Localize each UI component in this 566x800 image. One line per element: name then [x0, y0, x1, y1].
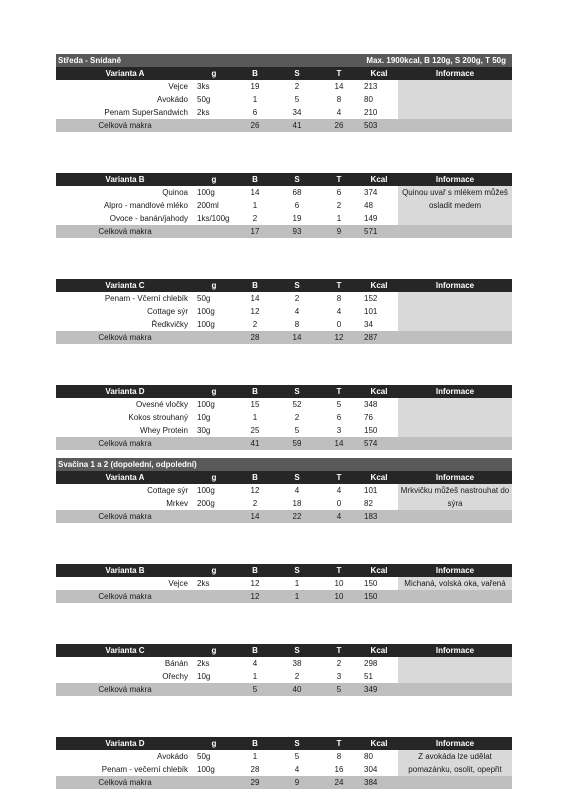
variant-rows — [56, 80, 398, 119]
food-grams: 200ml — [197, 201, 219, 210]
variant-body — [56, 186, 512, 225]
total-grams — [194, 683, 234, 696]
food-carbs: 5 — [294, 95, 300, 104]
food-name: Bánán — [164, 659, 188, 668]
food-kcal: 82 — [364, 499, 373, 508]
food-kcal: 150 — [364, 426, 378, 435]
food-grams: 1ks/100g — [197, 214, 230, 223]
total-row — [56, 119, 512, 132]
food-protein: 12 — [250, 486, 260, 495]
food-protein: 12 — [250, 579, 260, 588]
food-name: Penam - Včerní chlebík — [104, 294, 188, 303]
food-protein: 1 — [252, 413, 258, 422]
food-carbs: 4 — [294, 486, 300, 495]
variant-body — [56, 657, 512, 683]
food-protein: 1 — [252, 201, 258, 210]
food-fat: 8 — [336, 294, 342, 303]
food-name: Cottage sýr — [147, 307, 188, 316]
col-header-s: S — [294, 566, 300, 575]
total-carbs: 93 — [292, 227, 302, 236]
total-label: Celková makra — [98, 333, 152, 342]
food-kcal: 213 — [364, 82, 378, 91]
food-carbs: 8 — [294, 320, 300, 329]
food-grams: 50g — [197, 95, 211, 104]
col-header-kcal: Kcal — [370, 566, 388, 575]
total-row — [56, 510, 512, 523]
food-carbs: 4 — [294, 307, 300, 316]
col-header-g: g — [211, 387, 217, 396]
food-grams: 200g — [197, 499, 215, 508]
col-header-kcal: Kcal — [370, 739, 388, 748]
total-kcal: 150 — [364, 592, 378, 601]
col-header-kcal: Kcal — [370, 281, 388, 290]
food-carbs: 5 — [294, 426, 300, 435]
food-kcal: 34 — [364, 320, 373, 329]
food-name: Avokádo — [157, 752, 188, 761]
food-name: Alpro - mandlové mléko — [103, 201, 188, 210]
variant-label: Varianta C — [105, 646, 145, 655]
variant-label: Varianta A — [105, 69, 145, 78]
variant-rows — [56, 484, 398, 510]
food-protein: 1 — [252, 752, 258, 761]
total-kcal: 574 — [364, 439, 378, 448]
food-row — [56, 212, 398, 225]
total-kcal: 571 — [364, 227, 378, 236]
food-kcal: 210 — [364, 108, 378, 117]
variant-rows — [56, 186, 398, 225]
col-header-t: T — [336, 473, 342, 482]
total-row — [56, 683, 512, 696]
food-fat: 5 — [336, 400, 342, 409]
total-protein: 17 — [250, 227, 260, 236]
total-info — [398, 776, 512, 789]
col-header-b: B — [252, 387, 258, 396]
spacer — [56, 450, 512, 458]
total-label: Celková makra — [98, 778, 152, 787]
spacer — [56, 696, 512, 737]
food-carbs: 1 — [294, 579, 300, 588]
total-info — [398, 510, 512, 523]
total-grams — [194, 510, 234, 523]
col-header-b: B — [252, 739, 258, 748]
variant-rows — [56, 657, 398, 683]
food-protein: 12 — [250, 307, 260, 316]
total-kcal: 287 — [364, 333, 378, 342]
food-fat: 1 — [336, 214, 342, 223]
total-fat: 5 — [336, 685, 342, 694]
food-protein: 6 — [252, 108, 258, 117]
variant-body — [56, 577, 512, 590]
total-grams — [194, 776, 234, 789]
food-name: Mrkev — [166, 499, 188, 508]
food-kcal: 80 — [364, 95, 373, 104]
food-name: Quinoa — [162, 188, 188, 197]
food-name: Vejce — [168, 82, 188, 91]
variant-info: Michaná, volská oka, vařená — [398, 577, 512, 590]
variant-body — [56, 80, 512, 119]
food-protein: 19 — [250, 82, 260, 91]
total-carbs: 22 — [292, 512, 302, 521]
variant-info: Quinou uvař s mlékem můžeš osladit medem — [398, 186, 512, 225]
col-header-kcal: Kcal — [370, 473, 388, 482]
variant-header-row — [56, 67, 512, 80]
total-fat: 24 — [334, 778, 344, 787]
food-row — [56, 292, 398, 305]
total-protein: 14 — [250, 512, 260, 521]
col-header-kcal: Kcal — [370, 646, 388, 655]
total-grams — [194, 119, 234, 132]
food-kcal: 304 — [364, 765, 378, 774]
variant-info: Z avokáda lze udělat pomazánku, osolit, opepřit — [398, 750, 512, 776]
food-name: Penam - večerní chlebík — [101, 765, 188, 774]
spacer — [56, 344, 512, 385]
col-header-kcal: Kcal — [370, 69, 388, 78]
total-info — [398, 437, 512, 450]
col-header-b: B — [252, 175, 258, 184]
food-kcal: 152 — [364, 294, 378, 303]
col-header-g: g — [211, 281, 217, 290]
food-fat: 4 — [336, 108, 342, 117]
col-header-info: Informace — [435, 69, 475, 78]
food-grams: 10g — [197, 413, 211, 422]
col-header-s: S — [294, 281, 300, 290]
total-label: Celková makra — [98, 121, 152, 130]
food-name: Kokos strouhaný — [128, 413, 188, 422]
total-protein: 41 — [250, 439, 260, 448]
total-label: Celková makra — [98, 592, 152, 601]
food-name: Penam SuperSandwich — [104, 108, 188, 117]
spacer — [56, 603, 512, 644]
food-kcal: 51 — [364, 672, 373, 681]
food-name: Cottage sýr — [147, 486, 188, 495]
col-header-s: S — [294, 473, 300, 482]
col-header-kcal: Kcal — [370, 387, 388, 396]
food-grams: 2ks — [197, 108, 210, 117]
food-carbs: 38 — [292, 659, 302, 668]
variant-label: Varianta D — [105, 739, 145, 748]
col-header-t: T — [336, 175, 342, 184]
col-header-t: T — [336, 69, 342, 78]
variant-header-row — [56, 471, 512, 484]
total-fat: 12 — [334, 333, 344, 342]
variant-info — [398, 80, 512, 119]
food-kcal: 76 — [364, 413, 373, 422]
food-protein: 1 — [252, 95, 258, 104]
food-fat: 0 — [336, 320, 342, 329]
variant-label: Varianta A — [105, 473, 145, 482]
col-header-b: B — [252, 69, 258, 78]
col-header-info: Informace — [435, 739, 475, 748]
food-kcal: 48 — [364, 201, 373, 210]
food-row — [56, 305, 398, 318]
variant-label: Varianta B — [105, 566, 145, 575]
food-row — [56, 80, 398, 93]
food-fat: 3 — [336, 672, 342, 681]
col-header-t: T — [336, 566, 342, 575]
variant-rows — [56, 750, 398, 776]
food-protein: 4 — [252, 659, 258, 668]
total-carbs: 40 — [292, 685, 302, 694]
food-protein: 2 — [252, 499, 258, 508]
food-protein: 25 — [250, 426, 260, 435]
col-header-info: Informace — [435, 387, 475, 396]
col-header-t: T — [336, 739, 342, 748]
food-fat: 0 — [336, 499, 342, 508]
food-protein: 2 — [252, 320, 258, 329]
col-header-g: g — [211, 473, 217, 482]
food-row — [56, 199, 398, 212]
section-title-text: Středa - Snídaně — [58, 56, 122, 65]
variant-header-row — [56, 644, 512, 657]
col-header-info: Informace — [435, 566, 475, 575]
section-limits: Max. 1900kcal, B 120g, S 200g, T 50g — [366, 56, 506, 65]
col-header-s: S — [294, 739, 300, 748]
col-header-info: Informace — [435, 175, 475, 184]
food-grams: 3ks — [197, 82, 210, 91]
variant-rows — [56, 398, 398, 437]
food-fat: 14 — [334, 82, 344, 91]
food-carbs: 68 — [292, 188, 302, 197]
food-name: Avokádo — [157, 95, 188, 104]
food-row — [56, 497, 398, 510]
food-grams: 100g — [197, 320, 215, 329]
total-fat: 4 — [336, 512, 342, 521]
food-carbs: 2 — [294, 413, 300, 422]
variant-label: Varianta B — [105, 175, 145, 184]
variant-label: Varianta C — [105, 281, 145, 290]
total-label: Celková makra — [98, 685, 152, 694]
food-name: Ořechy — [162, 672, 188, 681]
total-grams — [194, 225, 234, 238]
total-carbs: 59 — [292, 439, 302, 448]
total-protein: 29 — [250, 778, 260, 787]
variant-info: Mrkvičku můžeš nastrouhat do sýra — [398, 484, 512, 510]
total-info — [398, 225, 512, 238]
total-info — [398, 119, 512, 132]
total-carbs: 14 — [292, 333, 302, 342]
food-grams: 100g — [197, 188, 215, 197]
food-row — [56, 398, 398, 411]
food-fat: 3 — [336, 426, 342, 435]
food-name: Ředkvičky — [151, 320, 188, 329]
total-kcal: 349 — [364, 685, 378, 694]
spacer — [56, 132, 512, 173]
food-fat: 10 — [334, 579, 344, 588]
food-fat: 2 — [336, 659, 342, 668]
food-kcal: 80 — [364, 752, 373, 761]
food-carbs: 34 — [292, 108, 302, 117]
variant-header-row — [56, 385, 512, 398]
food-carbs: 52 — [292, 400, 302, 409]
food-fat: 6 — [336, 188, 342, 197]
section-title — [56, 54, 512, 67]
variant-rows — [56, 292, 398, 331]
food-fat: 16 — [334, 765, 344, 774]
meal-plan-document — [56, 54, 512, 789]
col-header-b: B — [252, 473, 258, 482]
food-kcal: 150 — [364, 579, 378, 588]
food-grams: 50g — [197, 752, 211, 761]
food-carbs: 4 — [294, 765, 300, 774]
food-protein: 1 — [252, 672, 258, 681]
variant-info — [398, 657, 512, 683]
col-header-info: Informace — [435, 473, 475, 482]
total-row — [56, 331, 512, 344]
col-header-t: T — [336, 281, 342, 290]
total-label: Celková makra — [98, 512, 152, 521]
food-carbs: 18 — [292, 499, 302, 508]
food-name: Whey Protein — [139, 426, 188, 435]
variant-body — [56, 398, 512, 437]
variant-info — [398, 292, 512, 331]
total-row — [56, 590, 512, 603]
food-grams: 30g — [197, 426, 211, 435]
food-row — [56, 577, 398, 590]
food-fat: 8 — [336, 752, 342, 761]
total-fat: 10 — [334, 592, 344, 601]
food-grams: 100g — [197, 765, 215, 774]
food-row — [56, 106, 398, 119]
food-kcal: 101 — [364, 307, 378, 316]
total-label: Celková makra — [98, 439, 152, 448]
total-protein: 26 — [250, 121, 260, 130]
variant-body — [56, 484, 512, 510]
food-row — [56, 186, 398, 199]
food-row — [56, 657, 398, 670]
col-header-s: S — [294, 387, 300, 396]
food-grams: 100g — [197, 400, 215, 409]
total-row — [56, 225, 512, 238]
total-row — [56, 437, 512, 450]
food-row — [56, 750, 398, 763]
food-name: Ovoce - banán/jahody — [109, 214, 188, 223]
total-fat: 26 — [334, 121, 344, 130]
total-info — [398, 331, 512, 344]
variant-header-row — [56, 173, 512, 186]
spacer — [56, 238, 512, 279]
total-grams — [194, 437, 234, 450]
col-header-s: S — [294, 646, 300, 655]
variant-header-row — [56, 737, 512, 750]
food-carbs: 2 — [294, 294, 300, 303]
total-protein: 12 — [250, 592, 260, 601]
food-grams: 100g — [197, 486, 215, 495]
variant-header-row — [56, 279, 512, 292]
food-fat: 8 — [336, 95, 342, 104]
section-title-text: Svačina 1 a 2 (dopolední, odpolední) — [58, 460, 197, 469]
food-grams: 2ks — [197, 659, 210, 668]
col-header-b: B — [252, 281, 258, 290]
col-header-kcal: Kcal — [370, 175, 388, 184]
food-row — [56, 424, 398, 437]
food-name: Ovesné vločky — [135, 400, 188, 409]
spacer — [56, 523, 512, 564]
total-kcal: 384 — [364, 778, 378, 787]
total-row — [56, 776, 512, 789]
total-fat: 9 — [336, 227, 342, 236]
variant-info — [398, 398, 512, 437]
food-kcal: 374 — [364, 188, 378, 197]
food-grams: 10g — [197, 672, 211, 681]
total-grams — [194, 331, 234, 344]
food-carbs: 19 — [292, 214, 302, 223]
total-protein: 28 — [250, 333, 260, 342]
food-fat: 4 — [336, 307, 342, 316]
col-header-t: T — [336, 646, 342, 655]
food-protein: 15 — [250, 400, 260, 409]
food-row — [56, 411, 398, 424]
col-header-g: g — [211, 566, 217, 575]
food-protein: 14 — [250, 294, 260, 303]
variant-label: Varianta D — [105, 387, 145, 396]
food-row — [56, 670, 398, 683]
section-title — [56, 458, 512, 471]
total-info — [398, 590, 512, 603]
variant-body — [56, 292, 512, 331]
col-header-info: Informace — [435, 281, 475, 290]
total-grams — [194, 590, 234, 603]
variant-rows — [56, 577, 398, 590]
food-kcal: 149 — [364, 214, 378, 223]
food-name: Vejce — [168, 579, 188, 588]
variant-header-row — [56, 564, 512, 577]
food-fat: 2 — [336, 201, 342, 210]
col-header-info: Informace — [435, 646, 475, 655]
food-grams: 2ks — [197, 579, 210, 588]
food-kcal: 298 — [364, 659, 378, 668]
col-header-g: g — [211, 175, 217, 184]
food-carbs: 6 — [294, 201, 300, 210]
col-header-g: g — [211, 69, 217, 78]
food-kcal: 101 — [364, 486, 378, 495]
food-row — [56, 484, 398, 497]
col-header-g: g — [211, 739, 217, 748]
food-carbs: 2 — [294, 672, 300, 681]
col-header-g: g — [211, 646, 217, 655]
total-fat: 14 — [334, 439, 344, 448]
col-header-b: B — [252, 646, 258, 655]
col-header-t: T — [336, 387, 342, 396]
food-carbs: 5 — [294, 752, 300, 761]
food-protein: 14 — [250, 188, 260, 197]
total-label: Celková makra — [98, 227, 152, 236]
col-header-s: S — [294, 69, 300, 78]
total-info — [398, 683, 512, 696]
food-carbs: 2 — [294, 82, 300, 91]
food-grams: 100g — [197, 307, 215, 316]
food-grams: 50g — [197, 294, 211, 303]
food-row — [56, 763, 398, 776]
food-protein: 2 — [252, 214, 258, 223]
total-protein: 5 — [252, 685, 258, 694]
food-row — [56, 93, 398, 106]
food-fat: 4 — [336, 486, 342, 495]
food-protein: 28 — [250, 765, 260, 774]
total-carbs: 1 — [294, 592, 300, 601]
col-header-s: S — [294, 175, 300, 184]
variant-body — [56, 750, 512, 776]
food-kcal: 348 — [364, 400, 378, 409]
total-carbs: 41 — [292, 121, 302, 130]
food-fat: 6 — [336, 413, 342, 422]
total-kcal: 503 — [364, 121, 378, 130]
total-carbs: 9 — [294, 778, 300, 787]
total-kcal: 183 — [364, 512, 378, 521]
food-row — [56, 318, 398, 331]
col-header-b: B — [252, 566, 258, 575]
